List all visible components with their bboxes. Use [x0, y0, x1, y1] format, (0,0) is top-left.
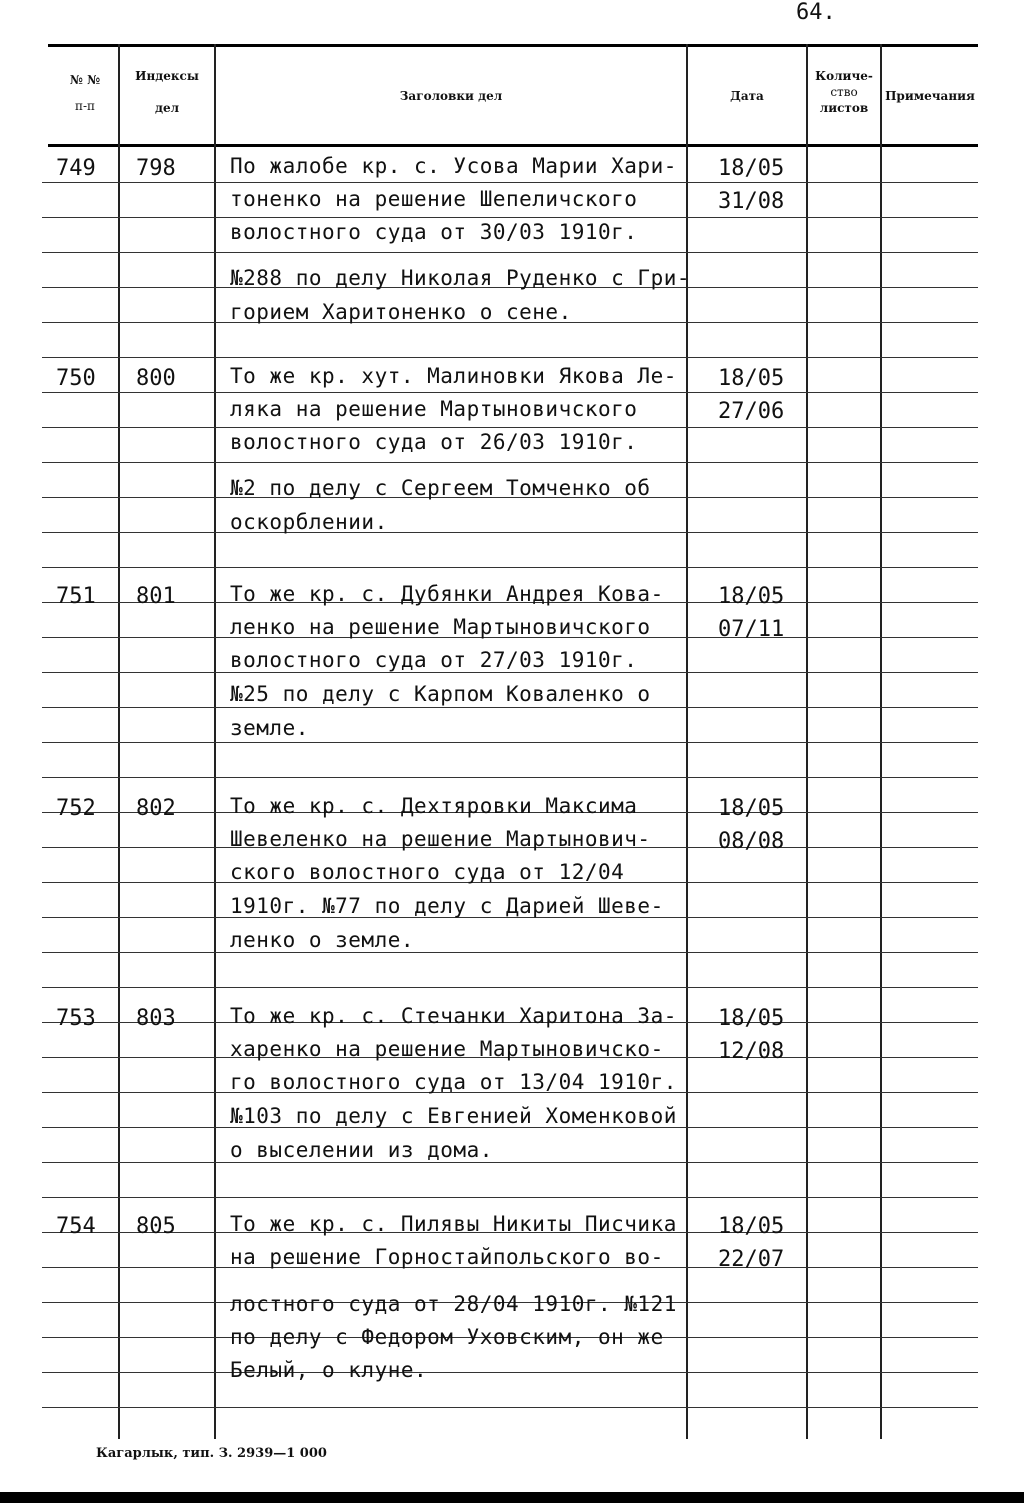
ruled-line [42, 1162, 978, 1163]
entry-number: 752 [56, 796, 96, 821]
entry-title-line: ленко о земле. [230, 928, 415, 952]
entry-title-line: лостного суда от 28/04 1910г. №121 [230, 1292, 677, 1316]
top-border [48, 44, 978, 47]
entry-title-line: 1910г. №77 по делу с Дарией Шеве- [230, 894, 664, 918]
entry-title-line: ленко на решение Мартыновичского [230, 615, 651, 639]
entry-title-line: оскорблении. [230, 510, 388, 534]
ruled-line [42, 672, 978, 673]
entry-title-line: №103 по делу с Евгенией Хоменковой [230, 1104, 677, 1128]
entry-title-line: №25 по делу с Карпом Коваленко о [230, 682, 651, 706]
entry-index: 800 [136, 366, 176, 391]
entry-date-start: 18/05 [718, 156, 785, 181]
entry-title-line: То же кр. с. Дубянки Андрея Кова- [230, 582, 664, 606]
ruled-line [42, 392, 978, 393]
entry-date-start: 18/05 [718, 1214, 785, 1239]
ruled-line [42, 742, 978, 743]
ruled-line [42, 427, 978, 428]
ruled-line [42, 462, 978, 463]
entry-title-line: волостного суда от 30/03 1910г. [230, 220, 638, 244]
entry-title-line: харенко на решение Мартыновичско- [230, 1037, 664, 1061]
entry-title-line: тоненко на решение Шепеличского [230, 187, 638, 211]
header-title: Заголовки дел [399, 89, 503, 103]
header-num: № № п-п [69, 73, 101, 113]
scan-edge [0, 1492, 1024, 1503]
entry-date-end: 31/08 [718, 189, 785, 214]
entry-title-line: №288 по делу Николая Руденко с Гри- [230, 266, 691, 290]
printer-footer: Кагарлык, тип. З. 2939—1 000 [96, 1446, 327, 1461]
entry-index: 798 [136, 156, 176, 181]
header-notes: Примечания [885, 89, 975, 103]
page-number: 64. [796, 0, 836, 25]
entry-title-line: ляка на решение Мартыновичского [230, 397, 638, 421]
header-count: Количе- ство листов [815, 69, 873, 115]
entry-title-line: То же кр. с. Стечанки Харитона За- [230, 1004, 677, 1028]
entry-title-line: ского волостного суда от 12/04 [230, 860, 625, 884]
entry-date-end: 22/07 [718, 1247, 785, 1272]
entry-index: 802 [136, 796, 176, 821]
ruled-line [42, 532, 978, 533]
entry-date-start: 18/05 [718, 796, 785, 821]
header-border [48, 144, 978, 147]
entry-title-line: земле. [230, 716, 309, 740]
entry-date-end: 12/08 [718, 1039, 785, 1064]
entry-title-line: То же кр. хут. Малиновки Якова Ле- [230, 364, 677, 388]
entry-title-line: По жалобе кр. с. Усова Марии Хари- [230, 154, 677, 178]
entry-date-end: 07/11 [718, 617, 785, 642]
ruled-line [42, 1197, 978, 1198]
header-date: Дата [730, 89, 764, 103]
entry-number: 754 [56, 1214, 96, 1239]
ruled-line [42, 952, 978, 953]
entry-number: 749 [56, 156, 96, 181]
ruled-line [42, 182, 978, 183]
entry-title-line: го волостного суда от 13/04 1910г. [230, 1070, 677, 1094]
ruled-line [42, 217, 978, 218]
entry-index: 805 [136, 1214, 176, 1239]
ruled-line [42, 252, 978, 253]
entry-date-end: 27/06 [718, 399, 785, 424]
entry-title-line: волостного суда от 27/03 1910г. [230, 648, 638, 672]
entry-number: 751 [56, 584, 96, 609]
entry-title-line: Шевеленко на решение Мартынович- [230, 827, 651, 851]
entry-date-start: 18/05 [718, 584, 785, 609]
ruled-line [42, 357, 978, 358]
ruled-line [42, 1372, 978, 1373]
entry-title-line: То же кр. с. Пилявы Никиты Писчика [230, 1212, 677, 1236]
entry-title-line: То же кр. с. Дехтяровки Максима [230, 794, 638, 818]
entry-title-line: по делу с Федором Уховским, он же [230, 1325, 664, 1349]
entry-title-line: волостного суда от 26/03 1910г. [230, 430, 638, 454]
entry-index: 801 [136, 584, 176, 609]
entry-title-line: о выселении из дома. [230, 1138, 493, 1162]
ruled-line [42, 707, 978, 708]
entry-index: 803 [136, 1006, 176, 1031]
header-index: Индексы дел [135, 69, 199, 115]
entry-number: 753 [56, 1006, 96, 1031]
ruled-line [42, 567, 978, 568]
entry-title-line: №2 по делу с Сергеем Томченко об [230, 476, 651, 500]
entry-number: 750 [56, 366, 96, 391]
ruled-line [42, 777, 978, 778]
entry-title-line: Белый, о клуне. [230, 1358, 428, 1382]
entry-title-line: на решение Горностайпольского во- [230, 1245, 664, 1269]
entry-date-start: 18/05 [718, 366, 785, 391]
entry-date-end: 08/08 [718, 829, 785, 854]
ruled-line [42, 1407, 978, 1408]
entry-title-line: горием Харитоненко о сене. [230, 300, 572, 324]
ruled-line [42, 987, 978, 988]
entry-date-start: 18/05 [718, 1006, 785, 1031]
